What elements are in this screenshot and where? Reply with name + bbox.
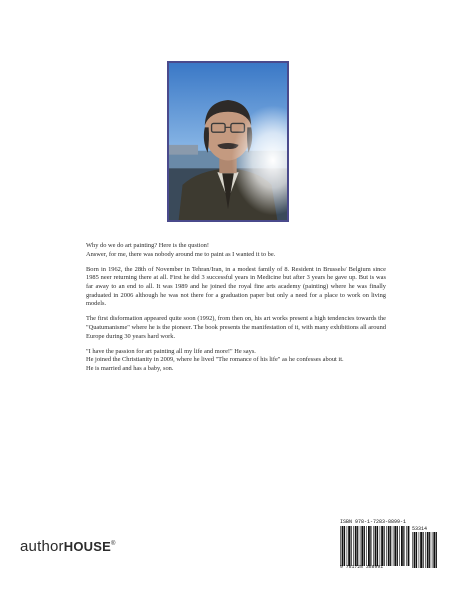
isbn-barcode — [340, 519, 440, 574]
logo-author: author — [20, 538, 64, 555]
personal-paragraph — [86, 348, 386, 374]
ean-digits: 9 781728 388991 — [340, 565, 384, 570]
biography-paragraph: Born in 1962, the 28th of November in Tehran/Iran, in a modest family of 8. Resident in Brussels/ Belgium since 1985 neer returning there at all. First he did 3 successful years in Medicine but after 3 years he gave up. But is was far away to an end to all. It was 1989 and he joined the royal fine arts academy (painting) where he was finally graduated in 2006 although he was not there for a graduation paper but only a need for a place to work on living models. — [86, 265, 386, 308]
intro-question: Why do we do art painting? Here is the qustion! — [86, 242, 209, 249]
ean-barcode — [340, 526, 410, 570]
barcode-row — [340, 526, 440, 570]
barcode-bars-icon — [340, 526, 410, 566]
family-line: He is married and has a baby, son. — [86, 364, 174, 372]
isbn-label: ISBN 978-1-7283-8899-1 — [340, 519, 407, 525]
quote-line: "I have the passion for art painting all my life and more!" He says. — [86, 347, 256, 355]
logo-registered-mark: ® — [110, 541, 116, 547]
addon-code: 53314 — [412, 526, 428, 532]
addon-bars-icon — [412, 532, 438, 568]
christianity-line: He joined the Christianity in 2009, where he lived "The romance of his life" as he confesses about it. — [86, 356, 344, 364]
author-portrait-icon — [169, 63, 287, 220]
author-photo — [167, 61, 289, 222]
art-paragraph: The first disformation appeared quite soon (1992), from then on, his art works present a high tendencies towards the "Quatumanisme" where he is the pioneer. The book presents the manifestation of it, with many exhibitions all around Europe during 30 years hard work. — [86, 315, 386, 340]
publisher-logo — [20, 538, 116, 555]
logo-house: HOUSE — [63, 539, 111, 554]
intro-paragraph — [86, 242, 386, 259]
addon-barcode — [412, 526, 438, 568]
back-cover-text — [86, 242, 386, 380]
intro-answer: Answer, for me, there was nobody around me to paint as I wanted it to be. — [86, 250, 276, 258]
isbn-header — [340, 519, 440, 525]
